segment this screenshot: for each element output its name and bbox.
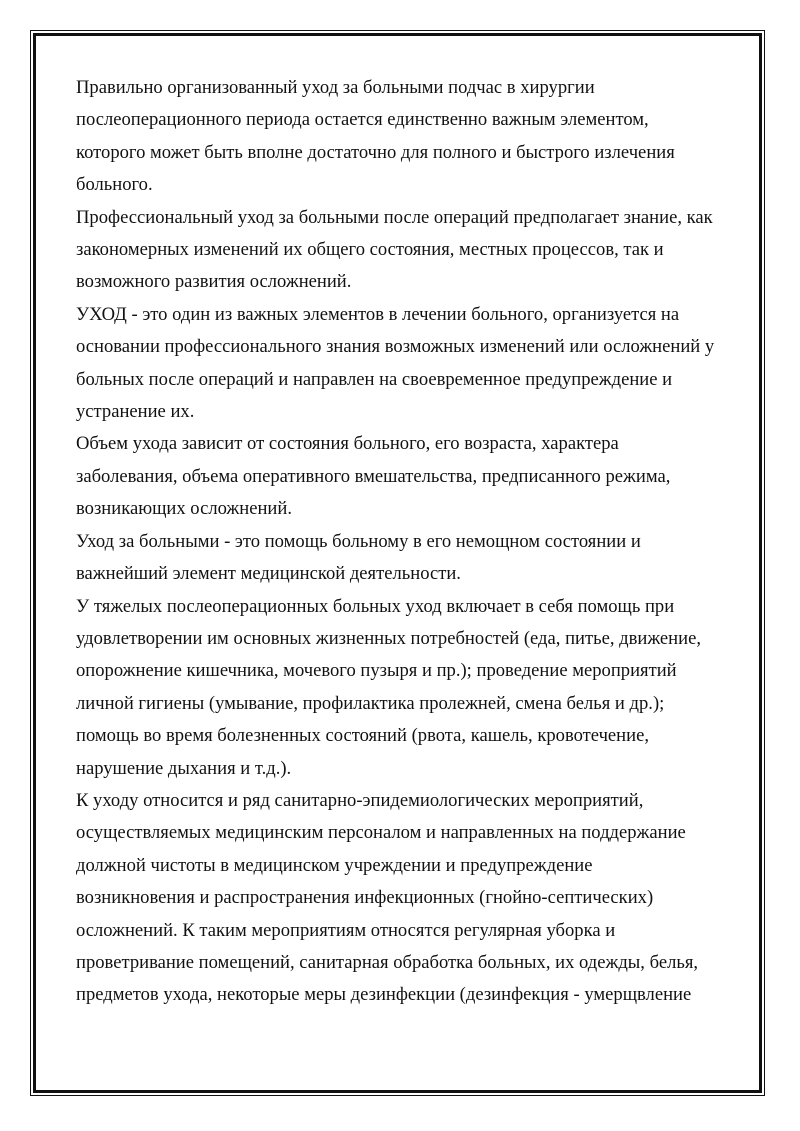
text-line: больного. (76, 174, 153, 196)
text-line: послеоперационного периода остается единственно важным элементом, (76, 109, 649, 131)
document-body (76, 72, 736, 1012)
text-line: осуществляемых медицинским персоналом и направленных на поддержание (76, 822, 686, 844)
text-line: основании профессионального знания возможных изменений или осложнений у (76, 336, 715, 358)
text-line: удовлетворении им основных жизненных потребностей (еда, питье, движение, (76, 627, 701, 649)
text-line: К уходу относится и ряд санитарно-эпидемиологических мероприятий, (76, 789, 644, 811)
text-line: У тяжелых послеоперационных больных уход включает в себя помощь при (76, 595, 675, 617)
text-line: заболевания, объема оперативного вмешательства, предписанного режима, (76, 465, 671, 487)
text-line: проветривание помещений, санитарная обработка больных, их одежды, белья, (76, 951, 699, 973)
text-line: личной гигиены (умывание, профилактика пролежней, смена белья и др.); (76, 692, 665, 714)
text-line: возникновения и распространения инфекционных (гнойно-септических) (76, 887, 654, 909)
text-line: которого может быть вполне достаточно для полного и быстрого излечения (76, 141, 675, 163)
text-line: закономерных изменений их общего состояния, местных процессов, так и (76, 239, 664, 261)
text-line: устранение их. (76, 401, 195, 423)
text-line: Правильно организованный уход за больными подчас в хирургии (76, 77, 595, 98)
text-line: должной чистоты в медицинском учреждении и предупреждение (76, 854, 593, 876)
text-line: Объем ухода зависит от состояния больного, его возраста, характера (76, 433, 619, 455)
text-line: предметов ухода, некоторые меры дезинфекции (дезинфекция - умерщвление (76, 984, 692, 1006)
text-line: возможного развития осложнений. (76, 271, 352, 293)
text-line: помощь во время болезненных состояний (рвота, кашель, кровотечение, (76, 725, 649, 747)
text-line: важнейший элемент медицинской деятельности. (76, 563, 461, 585)
text-line: осложнений. К таким мероприятиям относятся регулярная уборка и (76, 919, 616, 941)
text-line: нарушение дыхания и т.д.). (76, 757, 292, 779)
text-line: Профессиональный уход за больными после операций предполагает знание, как (76, 206, 713, 228)
text-line: больных после операций и направлен на своевременное предупреждение и (76, 368, 673, 390)
text-line: УХОД - это один из важных элементов в лечении больного, организуется на (76, 303, 680, 325)
text-line: Уход за больными - это помощь больному в его немощном состоянии и (76, 530, 641, 552)
text-line: опорожнение кишечника, мочевого пузыря и пр.); проведение мероприятий (76, 660, 677, 682)
text-line: возникающих осложнений. (76, 498, 292, 520)
